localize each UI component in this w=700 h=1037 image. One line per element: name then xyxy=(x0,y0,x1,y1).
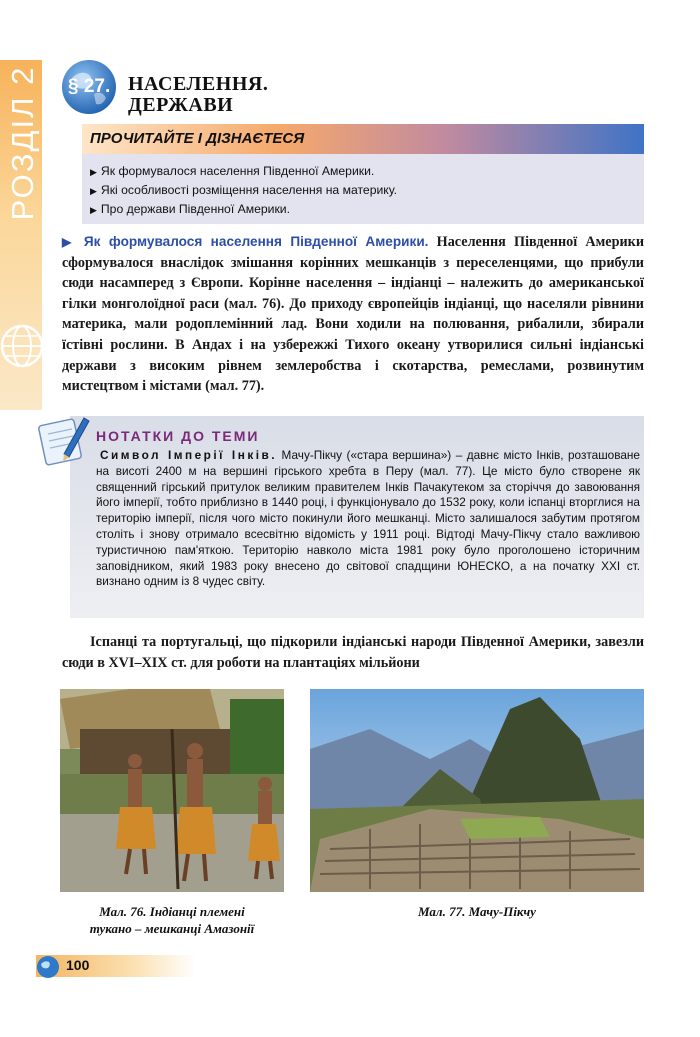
main-paragraph xyxy=(62,232,644,397)
page-title xyxy=(128,74,268,116)
notes-body: Мачу-Пікчу («стара вершина») – давнє місто Інків, розташоване на висоті 2400 м на вершині гірського хребта в Перу (мал. 77). Це місто було створене як священний гірський притулок великим правителем Інків Пачакутеком за сторіччя до завоювання його імперії, тобто приблизно в 1440 році, і функціонувало до 1532 року, коли іспанці вторглися на територію імперії, після чого місто покинули його мешканці. Місто залишалося забутим протягом століть і знову отримало всесвітню відомість у 1911 році. Відтоді Мачу-Пікчу стало важливою туристичною пам'яткою. Територію навколо міста 1981 року було проголошено історичним заповідником, який 1983 року внесено до світової спадщини ЮНЕСКО, а на початку XXI ст. визнано одним із 8 чудес світу. xyxy=(96,448,640,589)
main-text: Населення Південної Америки сформувалося внаслідок змішання корінних мешканців з переселенцями, що прибули сюди насамперед з Європи. Корінне населення – індіанці – належить до американської гілки монголоїдної раси (мал. 76). До приходу європейців індіанці, що населяли рівнини материка, мали родоплемінний лад. Вони ходили на полювання, рибалили, збирали їстівні рослини. В Андах і на узбережжі Тихого океану утворилися сильні індіанські держави з високим рівнем землеробства і скотарства, ремеслами, розвинутим мистецтвом і містами (мал. 77). xyxy=(62,234,644,395)
notes-title: НОТАТКИ ДО ТЕМИ xyxy=(96,428,260,444)
machu-picchu-illustration xyxy=(310,689,644,892)
list-item: ▶ Про держави Південної Америки. xyxy=(90,200,397,219)
figure-76-caption: Мал. 76. Індіанці племені тукано – мешканці Амазонії xyxy=(89,904,255,936)
read-box xyxy=(82,154,644,224)
bullet-icon: ▶ xyxy=(90,205,97,215)
notes-lead: Символ Імперії Інків. xyxy=(100,448,278,462)
notes-box xyxy=(70,416,644,618)
list-item: ▶ Які особливості розміщення населення на материку. xyxy=(90,181,397,200)
read-box-header xyxy=(82,124,644,154)
paragraph-number: § 27. xyxy=(68,76,111,97)
footer-bar xyxy=(36,955,196,977)
bullet-icon: ▶ xyxy=(90,186,97,196)
list-item: ▶ Як формувалося населення Південної Америки. xyxy=(90,162,397,181)
read-box-title: ПРОЧИТАЙТЕ І ДІЗНАЄТЕСЯ xyxy=(90,130,305,147)
section-label: РОЗДІЛ 2 xyxy=(5,65,40,221)
read-box-list xyxy=(90,162,397,219)
tukano-people-illustration xyxy=(60,689,284,892)
bullet-icon: ▶ xyxy=(62,235,76,249)
notes-text xyxy=(96,448,640,590)
paragraph-2: Іспанці та португальці, що підкорили індіанські народи Південної Америки, завезли сюди в XVI–XIX ст. для роботи на плантаціях мільйони xyxy=(62,634,644,671)
globe-icon xyxy=(0,322,48,370)
section-heading: Як формувалося населення Південної Америки. xyxy=(83,234,429,249)
figure-77-caption: Мал. 77. Мачу-Пікчу xyxy=(418,904,536,919)
page-number: 100 xyxy=(66,957,90,973)
figure-76-image xyxy=(60,689,284,892)
bullet-icon: ▶ xyxy=(90,167,97,177)
title-line-1: НАСЕЛЕННЯ. xyxy=(128,73,269,95)
figure-77-image xyxy=(310,689,644,892)
notepad-pen-icon xyxy=(36,410,92,468)
title-line-2: ДЕРЖАВИ xyxy=(128,94,234,116)
footer-globe-icon xyxy=(36,955,60,979)
